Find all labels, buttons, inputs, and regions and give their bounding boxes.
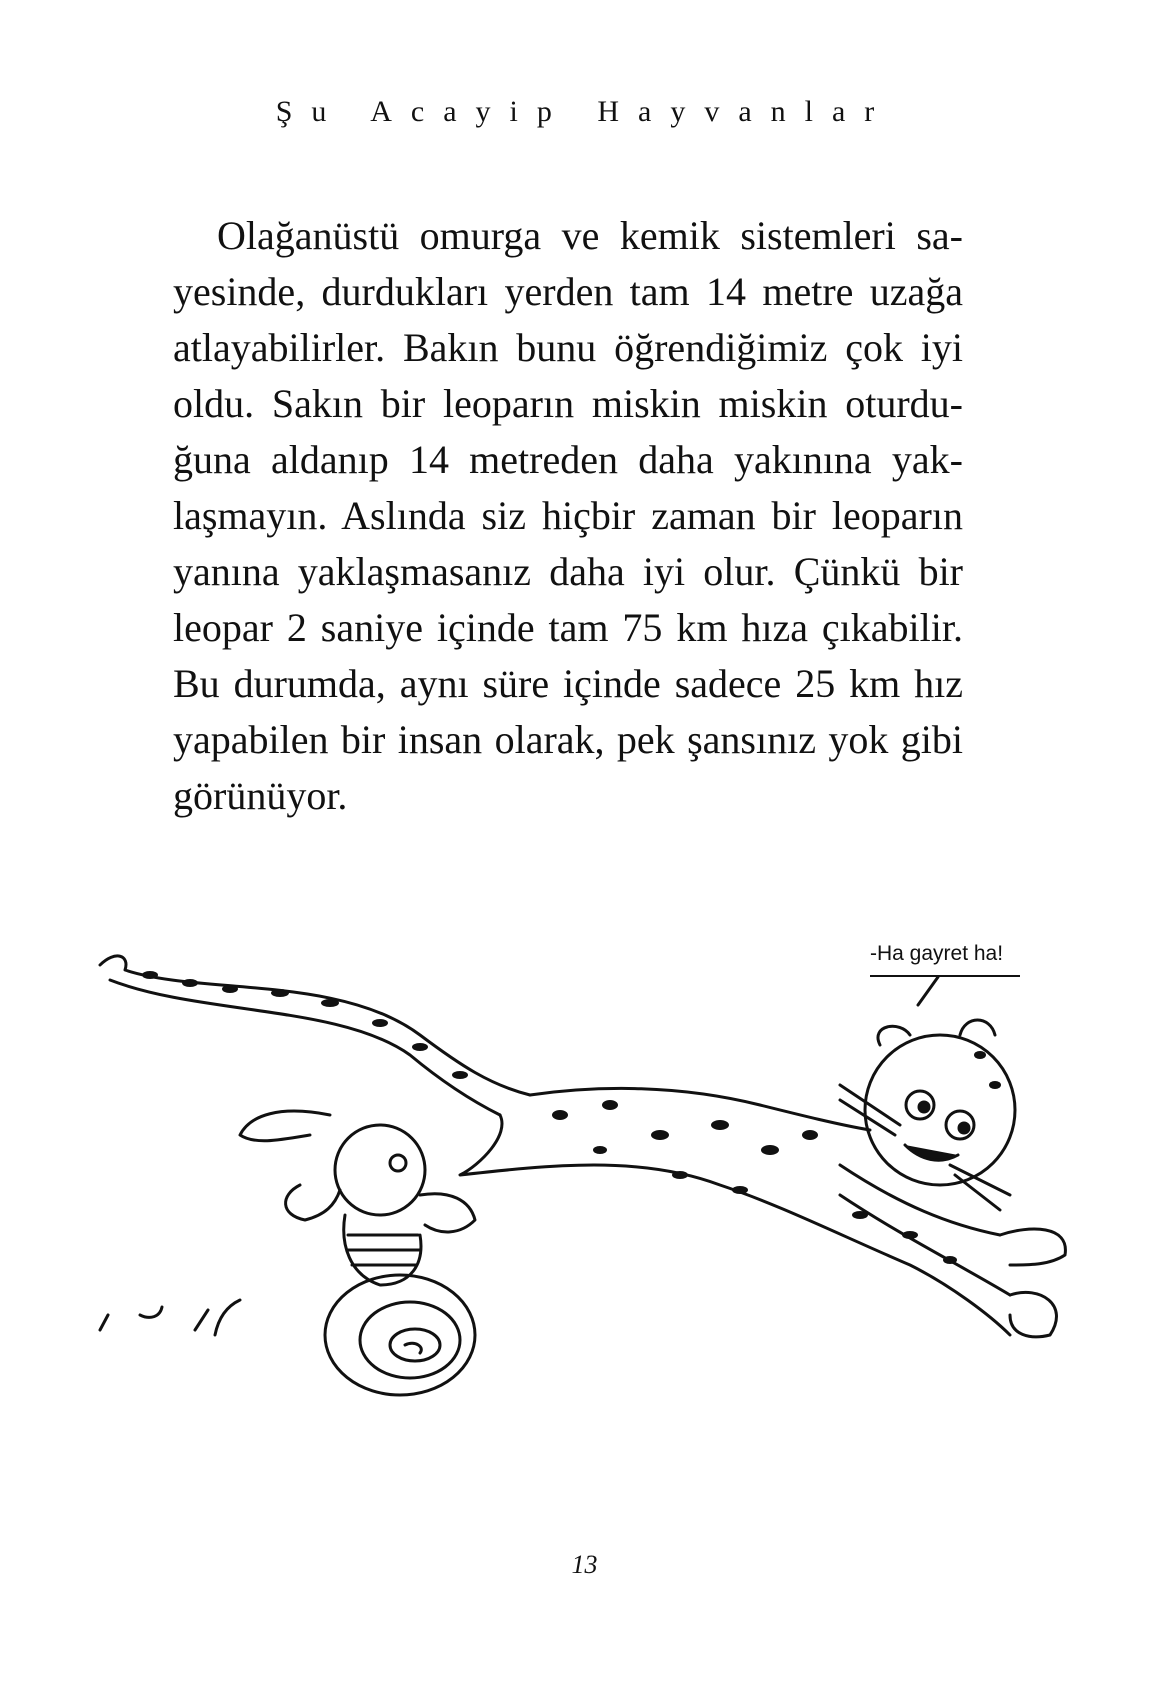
- leopard-body: [530, 1088, 870, 1130]
- text-line: ğuna aldanıp 14 metreden daha yakınına yak-: [173, 437, 963, 482]
- text-line: görünüyor.: [173, 773, 348, 818]
- body-paragraph: [173, 208, 963, 824]
- running-man: [240, 1111, 475, 1395]
- running-title: Şu Acayip Hayvanlar: [275, 95, 894, 128]
- text-line: Olağanüstü omurga ve kemik sistemleri sa-: [217, 213, 963, 258]
- text-line: oldu. Sakın bir leoparın miskin miskin oturdu-: [173, 381, 963, 426]
- page-number: 13: [571, 1550, 598, 1579]
- text-line: laşmayın. Aslında siz hiçbir zaman bir leoparın: [173, 493, 963, 538]
- text-line: leopar 2 saniye içinde tam 75 km hıza çıkabilir.: [173, 605, 963, 650]
- speech-caption: -Ha gayret ha!: [870, 942, 1004, 965]
- speed-marks: [100, 1300, 240, 1335]
- leopard-chase-illustration: [80, 935, 1100, 1415]
- text-line: yesinde, durdukları yerden tam 14 metre uzağa: [173, 269, 963, 314]
- text-line: Bu durumda, aynı süre içinde sadece 25 km hız: [173, 661, 963, 706]
- text-line: yapabilen bir insan olarak, pek şansınız yok gibi: [173, 717, 963, 762]
- leopard-spots: [142, 971, 1001, 1264]
- text-line: atlayabilirler. Bakın bunu öğrendiğimiz çok iyi: [173, 325, 963, 370]
- speech-tail: [918, 977, 938, 1005]
- leopard-head: [865, 1035, 1015, 1185]
- text-line: yanına yaklaşmasanız daha iyi olur. Çünkü bir: [173, 549, 963, 594]
